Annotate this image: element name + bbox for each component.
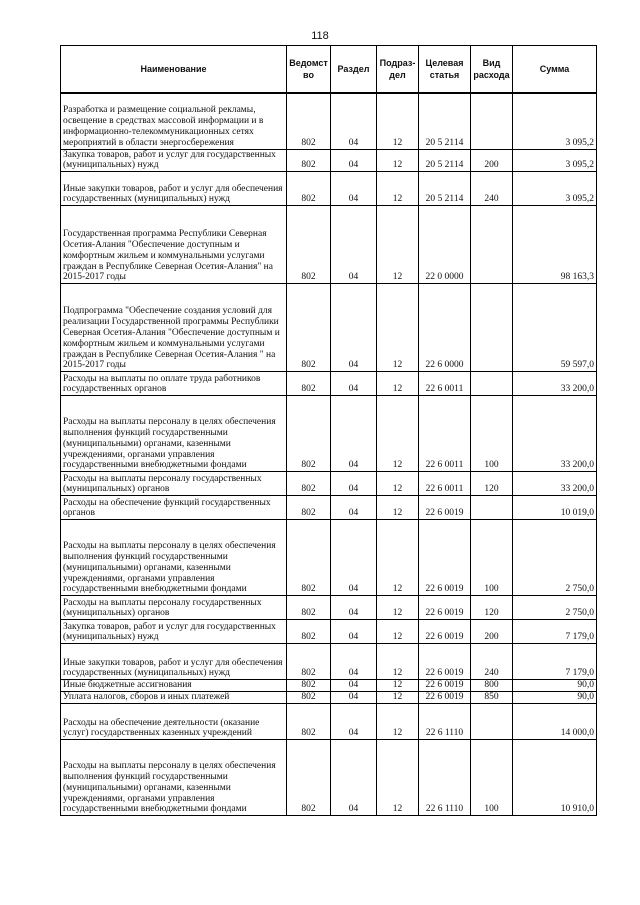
row-podrazdel: 12 [377, 680, 419, 692]
row-celevaya-statya: 22 6 0019 [419, 692, 471, 704]
row-name: Государственная программа Республики Северная Осетия-Алания "Обеспечение доступным и комфортным жильем и коммунальными услугами граждан в Республике Северная Осетия-Алания" на 2015-2017 годы [61, 206, 287, 284]
budget-table [60, 45, 597, 816]
row-celevaya-statya: 22 6 0019 [419, 520, 471, 596]
header-name: Наименование [61, 46, 287, 94]
row-vid-rashoda [471, 93, 513, 149]
row-summa: 33 200,0 [513, 372, 597, 396]
table-row [61, 472, 597, 496]
row-celevaya-statya: 22 6 0011 [419, 396, 471, 472]
row-vedomstvo: 802 [287, 644, 331, 680]
row-summa: 2 750,0 [513, 520, 597, 596]
row-name: Закупка товаров, работ и услуг для государственных (муниципальных) нужд [61, 620, 287, 644]
row-vedomstvo: 802 [287, 704, 331, 740]
row-celevaya-statya: 22 6 0019 [419, 644, 471, 680]
row-podrazdel: 12 [377, 396, 419, 472]
row-vid-rashoda [471, 284, 513, 372]
row-razdel: 04 [331, 284, 377, 372]
row-vid-rashoda: 120 [471, 472, 513, 496]
row-vid-rashoda [471, 704, 513, 740]
table-row [61, 520, 597, 596]
page-number: 118 [311, 30, 329, 42]
row-vid-rashoda [471, 496, 513, 520]
row-razdel: 04 [331, 644, 377, 680]
table-row [61, 149, 597, 172]
row-podrazdel: 12 [377, 372, 419, 396]
row-celevaya-statya: 22 0 0000 [419, 206, 471, 284]
row-name: Закупка товаров, работ и услуг для государственных (муниципальных) нужд [61, 149, 287, 172]
row-name: Расходы на выплаты персоналу в целях обеспечения выполнения функций государственными (муниципальными) органами, казенными учреждениями, органами управления государственными внебюджетными фондами [61, 740, 287, 816]
row-name: Расходы на обеспечение деятельности (оказание услуг) государственных казенных учреждений [61, 704, 287, 740]
row-celevaya-statya: 22 6 0011 [419, 472, 471, 496]
row-name: Расходы на выплаты персоналу государственных (муниципальных) органов [61, 596, 287, 620]
row-vid-rashoda [471, 206, 513, 284]
row-summa: 33 200,0 [513, 472, 597, 496]
row-vedomstvo: 802 [287, 172, 331, 206]
row-summa: 3 095,2 [513, 93, 597, 149]
row-summa: 33 200,0 [513, 396, 597, 472]
row-vid-rashoda: 100 [471, 740, 513, 816]
row-vedomstvo: 802 [287, 520, 331, 596]
row-vedomstvo: 802 [287, 372, 331, 396]
row-vid-rashoda: 850 [471, 692, 513, 704]
row-name: Иные закупки товаров, работ и услуг для обеспечения государственных (муниципальных) нужд [61, 172, 287, 206]
row-summa: 10 910,0 [513, 740, 597, 816]
row-razdel: 04 [331, 704, 377, 740]
row-podrazdel: 12 [377, 620, 419, 644]
row-name: Разработка и размещение социальной рекламы, освещение в средствах массовой информации и в информационно-телекоммуникационных сетях мероприятий в области энергосбережения [61, 93, 287, 149]
table-row [61, 596, 597, 620]
row-summa: 2 750,0 [513, 596, 597, 620]
row-vedomstvo: 802 [287, 396, 331, 472]
row-podrazdel: 12 [377, 644, 419, 680]
table-row [61, 620, 597, 644]
header-vid-rashoda: Вид расхода [471, 46, 513, 94]
row-podrazdel: 12 [377, 740, 419, 816]
row-vid-rashoda: 240 [471, 172, 513, 206]
header-vedomstvo: Ведомст во [287, 46, 331, 94]
row-razdel: 04 [331, 496, 377, 520]
table-row [61, 692, 597, 704]
row-podrazdel: 12 [377, 206, 419, 284]
row-celevaya-statya: 22 6 0011 [419, 372, 471, 396]
row-podrazdel: 12 [377, 93, 419, 149]
row-vedomstvo: 802 [287, 680, 331, 692]
row-vid-rashoda: 800 [471, 680, 513, 692]
row-name: Расходы на выплаты персоналу в целях обеспечения выполнения функций государственными (муниципальными) органами, казенными учреждениями, органами управления государственными внебюджетными фондами [61, 396, 287, 472]
row-name: Иные закупки товаров, работ и услуг для обеспечения государственных (муниципальных) нужд [61, 644, 287, 680]
row-razdel: 04 [331, 472, 377, 496]
row-razdel: 04 [331, 596, 377, 620]
row-vid-rashoda: 240 [471, 644, 513, 680]
row-summa: 98 163,3 [513, 206, 597, 284]
row-celevaya-statya: 22 6 0000 [419, 284, 471, 372]
table-row [61, 206, 597, 284]
row-razdel: 04 [331, 206, 377, 284]
row-name: Подпрограмма "Обеспечение создания условий для реализации Государственной программы Республики Северная Осетия-Алания "Обеспечение доступным и комфортным жильем и коммунальными услугами граждан в Республике Северная Осетия-Алания " на 2015-2017 годы [61, 284, 287, 372]
row-podrazdel: 12 [377, 149, 419, 172]
table-row [61, 372, 597, 396]
table-row [61, 396, 597, 472]
row-vedomstvo: 802 [287, 149, 331, 172]
row-razdel: 04 [331, 620, 377, 644]
row-vedomstvo: 802 [287, 596, 331, 620]
row-razdel: 04 [331, 149, 377, 172]
row-summa: 90,0 [513, 692, 597, 704]
header-celevaya-statya: Целевая статья [419, 46, 471, 94]
row-razdel: 04 [331, 93, 377, 149]
row-summa: 3 095,2 [513, 172, 597, 206]
row-summa: 3 095,2 [513, 149, 597, 172]
row-vid-rashoda: 200 [471, 620, 513, 644]
row-vedomstvo: 802 [287, 496, 331, 520]
row-summa: 59 597,0 [513, 284, 597, 372]
row-podrazdel: 12 [377, 172, 419, 206]
row-name: Расходы на выплаты персоналу в целях обеспечения выполнения функций государственными (муниципальными) органами, казенными учреждениями, органами управления государственными внебюджетными фондами [61, 520, 287, 596]
row-podrazdel: 12 [377, 472, 419, 496]
row-vid-rashoda: 200 [471, 149, 513, 172]
row-vedomstvo: 802 [287, 93, 331, 149]
row-summa: 7 179,0 [513, 620, 597, 644]
row-name: Расходы на выплаты персоналу государственных (муниципальных) органов [61, 472, 287, 496]
row-celevaya-statya: 22 6 1110 [419, 740, 471, 816]
row-celevaya-statya: 20 5 2114 [419, 149, 471, 172]
row-podrazdel: 12 [377, 520, 419, 596]
row-celevaya-statya: 22 6 1110 [419, 704, 471, 740]
row-name: Расходы на обеспечение функций государственных органов [61, 496, 287, 520]
row-razdel: 04 [331, 396, 377, 472]
row-vid-rashoda: 120 [471, 596, 513, 620]
row-razdel: 04 [331, 372, 377, 396]
row-name: Иные бюджетные ассигнования [61, 680, 287, 692]
table-row [61, 93, 597, 149]
row-vid-rashoda: 100 [471, 396, 513, 472]
row-name: Расходы на выплаты по оплате труда работников государственных органов [61, 372, 287, 396]
row-summa: 7 179,0 [513, 644, 597, 680]
row-podrazdel: 12 [377, 704, 419, 740]
row-razdel: 04 [331, 740, 377, 816]
row-name: Уплата налогов, сборов и иных платежей [61, 692, 287, 704]
row-podrazdel: 12 [377, 692, 419, 704]
row-vid-rashoda: 100 [471, 520, 513, 596]
row-celevaya-statya: 20 5 2114 [419, 93, 471, 149]
row-razdel: 04 [331, 692, 377, 704]
row-celevaya-statya: 22 6 0019 [419, 680, 471, 692]
row-podrazdel: 12 [377, 596, 419, 620]
row-summa: 14 000,0 [513, 704, 597, 740]
row-celevaya-statya: 20 5 2114 [419, 172, 471, 206]
row-razdel: 04 [331, 172, 377, 206]
row-podrazdel: 12 [377, 496, 419, 520]
row-summa: 10 019,0 [513, 496, 597, 520]
row-celevaya-statya: 22 6 0019 [419, 620, 471, 644]
row-vedomstvo: 802 [287, 692, 331, 704]
row-vedomstvo: 802 [287, 206, 331, 284]
table-row [61, 172, 597, 206]
row-summa: 90,0 [513, 680, 597, 692]
row-vedomstvo: 802 [287, 284, 331, 372]
row-celevaya-statya: 22 6 0019 [419, 596, 471, 620]
row-vid-rashoda [471, 372, 513, 396]
row-vedomstvo: 802 [287, 740, 331, 816]
table-row [61, 284, 597, 372]
table-row [61, 644, 597, 680]
row-vedomstvo: 802 [287, 472, 331, 496]
table-row [61, 680, 597, 692]
row-razdel: 04 [331, 520, 377, 596]
row-celevaya-statya: 22 6 0019 [419, 496, 471, 520]
header-summa: Сумма [513, 46, 597, 94]
row-podrazdel: 12 [377, 284, 419, 372]
header-razdel: Раздел [331, 46, 377, 94]
table-row [61, 496, 597, 520]
table-header-row [61, 46, 597, 94]
row-vedomstvo: 802 [287, 620, 331, 644]
row-razdel: 04 [331, 680, 377, 692]
table-row [61, 740, 597, 816]
header-podrazdel: Подраз- дел [377, 46, 419, 94]
table-row [61, 704, 597, 740]
